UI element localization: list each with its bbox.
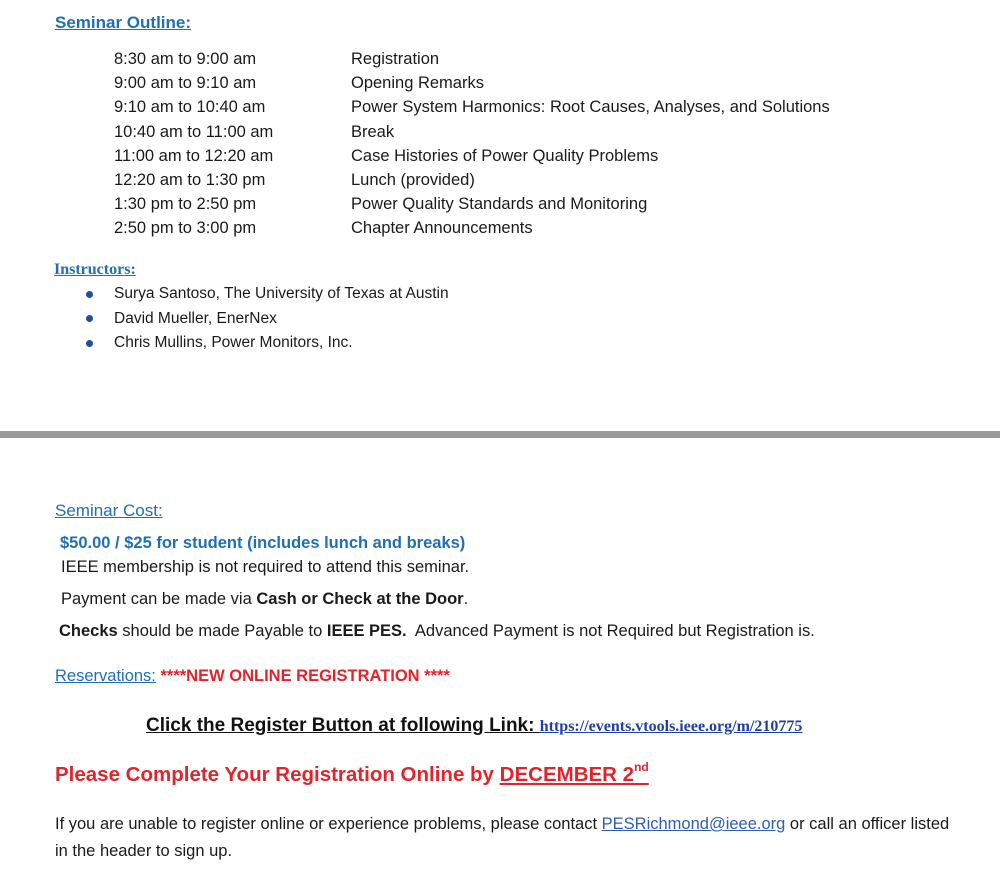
instructor-name: Chris Mullins, Power Monitors, Inc.: [114, 334, 353, 352]
register-link-line: [146, 715, 802, 737]
schedule-time: 2:50 pm to 3:00 pm: [114, 219, 257, 238]
schedule-row: [114, 95, 914, 119]
schedule-item: Registration: [351, 50, 440, 68]
schedule-time: 12:20 am to 1:30 pm: [114, 170, 266, 189]
schedule-row: [114, 192, 914, 216]
schedule-time: 11:00 am to 12:20 am: [114, 146, 274, 165]
online-registration-notice: ****NEW ONLINE REGISTRATION ****: [155, 667, 450, 685]
list-item: [86, 331, 449, 356]
seminar-cost-heading: Seminar Cost:: [55, 501, 163, 520]
payment-method: Cash or Check at the Door: [256, 590, 464, 608]
payment-pre: Payment can be made via: [61, 590, 257, 608]
deadline-suffix: nd: [634, 760, 649, 774]
schedule-time: 1:30 pm to 2:50 pm: [114, 195, 257, 214]
schedule-row: [114, 47, 914, 71]
schedule-row: [114, 144, 914, 168]
checks-mid: should be made Payable to: [117, 622, 327, 640]
schedule-row: [114, 71, 914, 95]
register-link-label: Click the Register Button at following Link:: [146, 715, 535, 736]
schedule-row: [114, 216, 914, 240]
schedule-item: Power System Harmonics: Root Causes, Analyses, and Solutions: [351, 98, 830, 117]
checks-note: [59, 622, 815, 641]
schedule-row: [114, 120, 914, 144]
checks-word: Checks: [59, 622, 118, 640]
bullet-icon: [86, 291, 93, 298]
schedule-item: Case Histories of Power Quality Problems: [351, 146, 659, 165]
price-line: $50.00 / $25 for student (includes lunch and breaks): [60, 534, 466, 552]
instructor-name: David Mueller, EnerNex: [114, 309, 277, 327]
instructors-list: [86, 282, 449, 356]
checks-post: Advanced Payment is not Required but Registration is.: [406, 622, 815, 640]
schedule-item: Break: [351, 122, 395, 141]
schedule-time: 10:40 am to 11:00 am: [114, 122, 274, 141]
deadline-date: DECEMBER 2: [499, 762, 635, 786]
contact-post: or call an officer listed in the header to sign up.: [55, 815, 950, 860]
register-link[interactable]: https://events.vtools.ieee.org/m/210775: [539, 718, 803, 735]
section-divider: [0, 431, 1000, 438]
payment-note: [61, 590, 468, 609]
list-item: [86, 282, 449, 307]
schedule-time: 9:00 am to 9:10 am: [114, 74, 257, 93]
schedule-item: Lunch (provided): [351, 170, 475, 189]
schedule-time: 8:30 am to 9:00 am: [114, 50, 257, 68]
reservations-line: [55, 667, 450, 686]
bullet-icon: [86, 340, 93, 347]
instructors-heading: Instructors:: [54, 261, 136, 278]
contact-note: [55, 811, 965, 865]
complete-pre: Please Complete Your Registration Online by: [55, 762, 500, 786]
schedule-row: [114, 168, 914, 192]
schedule-item: Power Quality Standards and Monitoring: [351, 195, 648, 214]
reservations-heading: Reservations:: [55, 667, 156, 685]
complete-registration-notice: [55, 762, 649, 787]
schedule-item: Opening Remarks: [351, 74, 484, 93]
seminar-outline-heading: Seminar Outline:: [55, 13, 192, 32]
membership-note: IEEE membership is not required to attend this seminar.: [61, 558, 470, 576]
checks-payee: IEEE PES.: [326, 622, 407, 640]
instructor-name: Surya Santoso, The University of Texas at Austin: [114, 285, 449, 303]
schedule-time: 9:10 am to 10:40 am: [114, 98, 266, 117]
schedule-table: [114, 47, 914, 241]
deadline: [499, 760, 649, 786]
contact-pre: If you are unable to register online or experience problems, please contact: [55, 815, 602, 833]
list-item: [86, 307, 449, 332]
contact-email-link[interactable]: PESRichmond@ieee.org: [601, 815, 786, 833]
bullet-icon: [86, 315, 93, 322]
payment-post: .: [463, 590, 469, 608]
schedule-item: Chapter Announcements: [351, 219, 533, 238]
